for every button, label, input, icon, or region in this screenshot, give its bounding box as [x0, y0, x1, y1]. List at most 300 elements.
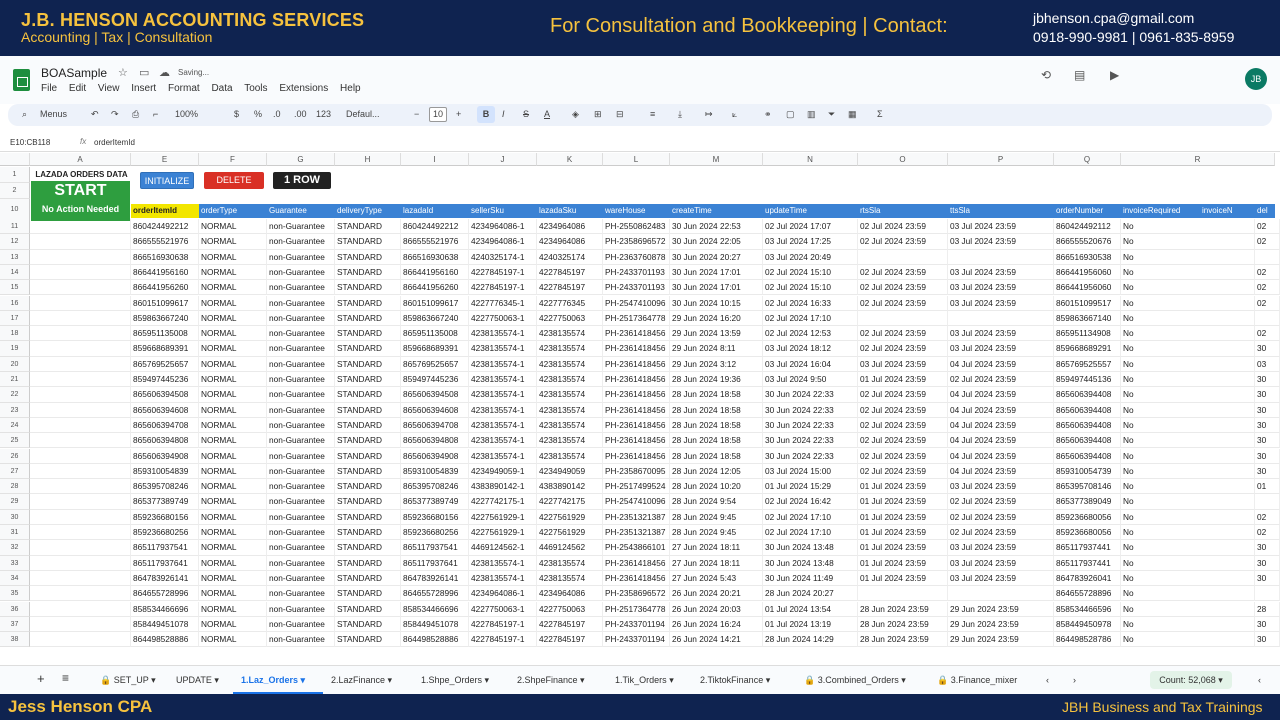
table-cell[interactable]: 03 Jul 2024 20:49: [763, 250, 858, 265]
start-label[interactable]: START: [54, 182, 107, 199]
table-cell[interactable]: non-Guarantee: [267, 357, 335, 372]
table-cell[interactable]: non-Guarantee: [267, 403, 335, 418]
table-cell[interactable]: No: [1121, 586, 1255, 601]
column-header[interactable]: I: [401, 153, 469, 166]
table-cell[interactable]: PH-2547410096: [603, 296, 670, 311]
table-cell[interactable]: 02: [1255, 510, 1280, 525]
column-header-label[interactable]: orderItemId: [133, 206, 178, 215]
table-cell[interactable]: [948, 311, 1054, 326]
table-cell[interactable]: 865117937441: [1054, 540, 1121, 555]
delete-button[interactable]: DELETE: [204, 172, 264, 189]
table-cell[interactable]: STANDARD: [335, 234, 401, 249]
table-cell[interactable]: 858449451078: [401, 617, 469, 632]
decrease-decimal-button[interactable]: .0: [273, 109, 281, 119]
table-cell[interactable]: [30, 326, 131, 341]
table-cell[interactable]: 866441956160: [131, 265, 199, 280]
table-cell[interactable]: 859497445136: [1054, 372, 1121, 387]
table-cell[interactable]: [30, 464, 131, 479]
table-cell[interactable]: No: [1121, 464, 1255, 479]
table-cell[interactable]: No: [1121, 234, 1255, 249]
table-cell[interactable]: 30 Jun 2024 22:05: [670, 234, 763, 249]
table-cell[interactable]: NORMAL: [199, 265, 267, 280]
table-cell[interactable]: STANDARD: [335, 250, 401, 265]
table-cell[interactable]: NORMAL: [199, 403, 267, 418]
table-cell[interactable]: [30, 387, 131, 402]
table-cell[interactable]: 04 Jul 2024 23:59: [948, 357, 1054, 372]
table-cell[interactable]: 01 Jul 2024 15:29: [763, 479, 858, 494]
table-cell[interactable]: 864783926041: [1054, 571, 1121, 586]
table-cell[interactable]: 30 Jun 2024 11:49: [763, 571, 858, 586]
table-cell[interactable]: 28: [1255, 602, 1280, 617]
doc-title[interactable]: BOASample: [41, 66, 108, 80]
table-cell[interactable]: 02 Jul 2024 23:59: [948, 372, 1054, 387]
table-cell[interactable]: 858534466596: [1054, 602, 1121, 617]
table-cell[interactable]: No: [1121, 632, 1255, 647]
table-cell[interactable]: 26 Jun 2024 14:21: [670, 632, 763, 647]
row-header[interactable]: 27: [0, 464, 30, 479]
table-cell[interactable]: [30, 341, 131, 356]
wrap-icon[interactable]: ↦: [705, 109, 713, 119]
table-cell[interactable]: No: [1121, 479, 1255, 494]
table-cell[interactable]: 29 Jun 2024 13:59: [670, 326, 763, 341]
table-cell[interactable]: 02 Jul 2024 23:59: [858, 265, 948, 280]
currency-button[interactable]: $: [234, 109, 240, 119]
table-cell[interactable]: 02: [1255, 525, 1280, 540]
table-cell[interactable]: non-Guarantee: [267, 341, 335, 356]
table-cell[interactable]: 865606394808: [131, 433, 199, 448]
table-cell[interactable]: 866441956160: [401, 265, 469, 280]
table-cell[interactable]: No: [1121, 403, 1255, 418]
table-cell[interactable]: NORMAL: [199, 525, 267, 540]
table-cell[interactable]: [30, 234, 131, 249]
row-header[interactable]: 1: [0, 167, 30, 183]
table-cell[interactable]: NORMAL: [199, 494, 267, 509]
table-cell[interactable]: 30: [1255, 632, 1280, 647]
table-cell[interactable]: PH-2361418456: [603, 571, 670, 586]
table-cell[interactable]: 859668689291: [1054, 341, 1121, 356]
table-cell[interactable]: PH-2361418456: [603, 433, 670, 448]
table-cell[interactable]: NORMAL: [199, 556, 267, 571]
table-cell[interactable]: 27 Jun 2024 18:11: [670, 556, 763, 571]
text-color-button[interactable]: A: [544, 109, 551, 119]
column-header-label[interactable]: invoiceRequired: [1123, 206, 1181, 215]
tab-combined-orders[interactable]: 🔒 3.Combined_Orders ▾: [804, 675, 906, 685]
table-cell[interactable]: [30, 250, 131, 265]
table-cell[interactable]: PH-2358696572: [603, 234, 670, 249]
table-cell[interactable]: 859310054739: [1054, 464, 1121, 479]
table-cell[interactable]: 865769525557: [1054, 357, 1121, 372]
table-cell[interactable]: non-Guarantee: [267, 617, 335, 632]
table-cell[interactable]: 865606394408: [1054, 449, 1121, 464]
history-icon[interactable]: ⟲: [1041, 68, 1052, 82]
table-cell[interactable]: 30 Jun 2024 22:33: [763, 449, 858, 464]
table-cell[interactable]: No: [1121, 311, 1255, 326]
table-cell[interactable]: 4234964086: [537, 219, 603, 234]
table-cell[interactable]: PH-2361418456: [603, 357, 670, 372]
side-panel-icon[interactable]: ‹: [1258, 675, 1261, 685]
table-cell[interactable]: 01 Jul 2024 13:54: [763, 602, 858, 617]
table-cell[interactable]: 865951134908: [1054, 326, 1121, 341]
table-cell[interactable]: 02 Jul 2024 23:59: [858, 449, 948, 464]
table-cell[interactable]: 859668689391: [401, 341, 469, 356]
table-cell[interactable]: 03 Jul 2024 23:59: [948, 556, 1054, 571]
table-cell[interactable]: PH-2547410096: [603, 494, 670, 509]
table-cell[interactable]: 28 Jun 2024 9:45: [670, 510, 763, 525]
table-cell[interactable]: 860424492112: [1054, 219, 1121, 234]
borders-icon[interactable]: ⊞: [594, 109, 602, 119]
table-cell[interactable]: No: [1121, 602, 1255, 617]
table-cell[interactable]: NORMAL: [199, 219, 267, 234]
table-cell[interactable]: No: [1121, 418, 1255, 433]
table-cell[interactable]: PH-2351321387: [603, 525, 670, 540]
table-cell[interactable]: non-Guarantee: [267, 234, 335, 249]
table-cell[interactable]: 866441956060: [1054, 265, 1121, 280]
table-cell[interactable]: 04 Jul 2024 23:59: [948, 403, 1054, 418]
table-cell[interactable]: 04 Jul 2024 23:59: [948, 464, 1054, 479]
table-cell[interactable]: 30 Jun 2024 22:33: [763, 433, 858, 448]
row-header[interactable]: 35: [0, 586, 30, 601]
table-cell[interactable]: 4469124562: [537, 540, 603, 555]
table-cell[interactable]: 28 Jun 2024 23:59: [858, 632, 948, 647]
table-cell[interactable]: 29 Jun 2024 23:59: [948, 617, 1054, 632]
all-sheets-icon[interactable]: ≡: [62, 671, 70, 685]
count-badge[interactable]: Count: 52,068 ▾: [1150, 671, 1232, 689]
table-cell[interactable]: 03 Jul 2024 23:59: [948, 280, 1054, 295]
table-cell[interactable]: 02 Jul 2024 23:59: [858, 341, 948, 356]
table-cell[interactable]: 02 Jul 2024 16:42: [763, 494, 858, 509]
table-cell[interactable]: non-Guarantee: [267, 510, 335, 525]
table-cell[interactable]: non-Guarantee: [267, 433, 335, 448]
table-cell[interactable]: 859236680056: [1054, 510, 1121, 525]
table-cell[interactable]: 03 Jul 2024 16:04: [763, 357, 858, 372]
table-cell[interactable]: 859863667140: [1054, 311, 1121, 326]
table-cell[interactable]: 860151099517: [1054, 296, 1121, 311]
table-cell[interactable]: 30: [1255, 403, 1280, 418]
table-cell[interactable]: STANDARD: [335, 341, 401, 356]
table-cell[interactable]: [30, 540, 131, 555]
table-cell[interactable]: 865117937541: [131, 540, 199, 555]
table-cell[interactable]: 28 Jun 2024 10:20: [670, 479, 763, 494]
table-cell[interactable]: 28 Jun 2024 23:59: [858, 602, 948, 617]
add-one-row-button[interactable]: 1 ROW: [273, 172, 331, 189]
table-cell[interactable]: 4238135574: [537, 418, 603, 433]
table-cell[interactable]: non-Guarantee: [267, 464, 335, 479]
table-cell[interactable]: 04 Jul 2024 23:59: [948, 418, 1054, 433]
table-cell[interactable]: [30, 494, 131, 509]
table-cell[interactable]: 4227561929: [537, 510, 603, 525]
table-cell[interactable]: 4238135574-1: [469, 326, 537, 341]
table-cell[interactable]: 02 Jul 2024 23:59: [948, 510, 1054, 525]
table-cell[interactable]: 30: [1255, 341, 1280, 356]
table-cell[interactable]: 4238135574: [537, 403, 603, 418]
table-cell[interactable]: PH-2433701193: [603, 265, 670, 280]
table-cell[interactable]: [30, 296, 131, 311]
table-cell[interactable]: 865395708146: [1054, 479, 1121, 494]
print-icon[interactable]: ⎙: [132, 109, 140, 119]
tab-tik-orders[interactable]: 1.Tik_Orders ▾: [615, 675, 674, 685]
menu-edit[interactable]: Edit: [68, 83, 87, 94]
table-cell[interactable]: 26 Jun 2024 20:21: [670, 586, 763, 601]
column-header[interactable]: K: [537, 153, 603, 166]
column-header-label[interactable]: orderNumber: [1056, 206, 1104, 215]
menu-file[interactable]: File: [41, 83, 58, 94]
table-cell[interactable]: 4227776345: [537, 296, 603, 311]
table-cell[interactable]: 858449450978: [1054, 617, 1121, 632]
font-size-plus-icon[interactable]: +: [456, 109, 462, 119]
table-cell[interactable]: 02 Jul 2024 12:53: [763, 326, 858, 341]
table-cell[interactable]: STANDARD: [335, 326, 401, 341]
table-cell[interactable]: 02 Jul 2024 23:59: [858, 280, 948, 295]
table-cell[interactable]: 02 Jul 2024 16:33: [763, 296, 858, 311]
table-cell[interactable]: 01 Jul 2024 23:59: [858, 510, 948, 525]
table-cell[interactable]: non-Guarantee: [267, 265, 335, 280]
table-cell[interactable]: STANDARD: [335, 571, 401, 586]
table-cell[interactable]: 30: [1255, 540, 1280, 555]
table-cell[interactable]: non-Guarantee: [267, 571, 335, 586]
table-cell[interactable]: NORMAL: [199, 372, 267, 387]
row-header[interactable]: 17: [0, 311, 30, 326]
table-cell[interactable]: 28 Jun 2024 14:29: [763, 632, 858, 647]
table-cell[interactable]: 4227561929: [537, 525, 603, 540]
table-cell[interactable]: No: [1121, 617, 1255, 632]
table-cell[interactable]: PH-2517364778: [603, 602, 670, 617]
table-cell[interactable]: non-Guarantee: [267, 418, 335, 433]
table-cell[interactable]: No: [1121, 510, 1255, 525]
table-cell[interactable]: NORMAL: [199, 357, 267, 372]
paint-format-icon[interactable]: ⌐: [153, 109, 159, 119]
table-cell[interactable]: PH-2361418456: [603, 387, 670, 402]
row-header[interactable]: 37: [0, 617, 30, 632]
table-cell[interactable]: 4238135574-1: [469, 556, 537, 571]
table-cell[interactable]: 859668689391: [131, 341, 199, 356]
table-cell[interactable]: 4238135574-1: [469, 418, 537, 433]
table-cell[interactable]: 4227845197: [537, 265, 603, 280]
table-cell[interactable]: PH-2351321387: [603, 510, 670, 525]
table-cell[interactable]: 27 Jun 2024 5:43: [670, 571, 763, 586]
table-cell[interactable]: 4227742175-1: [469, 494, 537, 509]
number-format-button[interactable]: 123: [316, 109, 332, 119]
table-cell[interactable]: 859310054839: [401, 464, 469, 479]
table-cell[interactable]: 30 Jun 2024 10:15: [670, 296, 763, 311]
table-cell[interactable]: 04 Jul 2024 23:59: [948, 387, 1054, 402]
table-cell[interactable]: 865606394808: [401, 433, 469, 448]
table-cell[interactable]: 02 Jul 2024 23:59: [948, 494, 1054, 509]
table-cell[interactable]: 30: [1255, 387, 1280, 402]
table-cell[interactable]: PH-2361418456: [603, 341, 670, 356]
table-cell[interactable]: PH-2550862483: [603, 219, 670, 234]
table-cell[interactable]: [30, 479, 131, 494]
column-header-label[interactable]: invoiceN: [1202, 206, 1233, 215]
table-cell[interactable]: 4234964086: [537, 234, 603, 249]
table-cell[interactable]: 4383890142-1: [469, 479, 537, 494]
column-header-label[interactable]: wareHouse: [605, 206, 646, 215]
table-cell[interactable]: 865377389749: [401, 494, 469, 509]
table-cell[interactable]: non-Guarantee: [267, 219, 335, 234]
table-cell[interactable]: NORMAL: [199, 296, 267, 311]
table-cell[interactable]: 859497445236: [401, 372, 469, 387]
table-cell[interactable]: 864498528786: [1054, 632, 1121, 647]
table-cell[interactable]: 28 Jun 2024 20:27: [763, 586, 858, 601]
table-cell[interactable]: 01: [1255, 479, 1280, 494]
table-cell[interactable]: STANDARD: [335, 556, 401, 571]
table-cell[interactable]: 4227750063-1: [469, 311, 537, 326]
table-cell[interactable]: 865395708246: [131, 479, 199, 494]
formula-input[interactable]: orderItemId: [94, 138, 135, 147]
table-cell[interactable]: 4227750063: [537, 311, 603, 326]
table-cell[interactable]: 864498528886: [401, 632, 469, 647]
table-cell[interactable]: 4234964086: [537, 586, 603, 601]
table-cell[interactable]: PH-2361418456: [603, 403, 670, 418]
table-cell[interactable]: 28 Jun 2024 18:58: [670, 418, 763, 433]
table-cell[interactable]: [30, 571, 131, 586]
column-header[interactable]: H: [335, 153, 401, 166]
table-cell[interactable]: 864655728896: [1054, 586, 1121, 601]
table-cell[interactable]: 02: [1255, 234, 1280, 249]
table-cell[interactable]: 865117937641: [401, 556, 469, 571]
column-header[interactable]: J: [469, 153, 537, 166]
table-cell[interactable]: 865606394708: [401, 418, 469, 433]
table-cell[interactable]: 865606394508: [401, 387, 469, 402]
table-cell[interactable]: 4234949059-1: [469, 464, 537, 479]
table-cell[interactable]: 02: [1255, 265, 1280, 280]
table-cell[interactable]: PH-2361418456: [603, 372, 670, 387]
filter-icon[interactable]: ⏷: [828, 109, 836, 119]
table-cell[interactable]: 860424492212: [131, 219, 199, 234]
rotate-icon[interactable]: ⟀: [732, 109, 738, 119]
table-cell[interactable]: [1255, 311, 1280, 326]
table-cell[interactable]: 03 Jul 2024 23:59: [948, 341, 1054, 356]
star-icon[interactable]: ☆: [118, 67, 128, 79]
table-cell[interactable]: 866516930638: [131, 250, 199, 265]
table-cell[interactable]: non-Guarantee: [267, 280, 335, 295]
table-cell[interactable]: [30, 586, 131, 601]
table-cell[interactable]: 03 Jul 2024 23:59: [948, 234, 1054, 249]
table-cell[interactable]: No: [1121, 357, 1255, 372]
table-cell[interactable]: [30, 311, 131, 326]
chart-icon[interactable]: ▥: [807, 109, 816, 119]
merge-icon[interactable]: ⊟: [616, 109, 624, 119]
fill-color-icon[interactable]: ◈: [572, 109, 579, 119]
table-cell[interactable]: 866555520676: [1054, 234, 1121, 249]
table-cell[interactable]: STANDARD: [335, 372, 401, 387]
table-cell[interactable]: non-Guarantee: [267, 540, 335, 555]
row-header[interactable]: 15: [0, 280, 30, 295]
spreadsheet-grid[interactable]: [0, 153, 1280, 653]
table-cell[interactable]: [1255, 586, 1280, 601]
scroll-right-icon[interactable]: ›: [1073, 675, 1076, 685]
table-cell[interactable]: 30 Jun 2024 22:33: [763, 418, 858, 433]
redo-icon[interactable]: ↷: [111, 109, 119, 119]
table-cell[interactable]: 26 Jun 2024 20:03: [670, 602, 763, 617]
column-header[interactable]: Q: [1054, 153, 1121, 166]
table-cell[interactable]: [30, 602, 131, 617]
table-cell[interactable]: STANDARD: [335, 219, 401, 234]
table-cell[interactable]: PH-2361418456: [603, 326, 670, 341]
table-cell[interactable]: NORMAL: [199, 602, 267, 617]
table-cell[interactable]: 28 Jun 2024 19:36: [670, 372, 763, 387]
column-header-label[interactable]: updateTime: [765, 206, 807, 215]
table-cell[interactable]: 4234964086-1: [469, 586, 537, 601]
table-cell[interactable]: 859236680156: [401, 510, 469, 525]
meet-icon[interactable]: ▶: [1110, 68, 1120, 82]
table-cell[interactable]: 866441956260: [401, 280, 469, 295]
column-header-label[interactable]: sellerSku: [471, 206, 504, 215]
table-cell[interactable]: STANDARD: [335, 540, 401, 555]
table-cell[interactable]: non-Guarantee: [267, 311, 335, 326]
table-cell[interactable]: PH-2361418456: [603, 449, 670, 464]
valign-icon[interactable]: ⤓: [678, 109, 682, 119]
table-cell[interactable]: NORMAL: [199, 617, 267, 632]
table-cell[interactable]: 28 Jun 2024 9:45: [670, 525, 763, 540]
table-cell[interactable]: 865117937541: [401, 540, 469, 555]
table-cell[interactable]: 4238135574: [537, 449, 603, 464]
table-cell[interactable]: 02 Jul 2024 15:10: [763, 265, 858, 280]
table-cell[interactable]: STANDARD: [335, 510, 401, 525]
add-sheet-icon[interactable]: +: [37, 671, 45, 686]
table-cell[interactable]: 02 Jul 2024 23:59: [858, 234, 948, 249]
table-cell[interactable]: 859236680156: [131, 510, 199, 525]
table-cell[interactable]: STANDARD: [335, 418, 401, 433]
table-cell[interactable]: 858449451078: [131, 617, 199, 632]
functions-icon[interactable]: Σ: [877, 109, 883, 119]
table-cell[interactable]: 28 Jun 2024 18:58: [670, 403, 763, 418]
table-cell[interactable]: STANDARD: [335, 586, 401, 601]
table-cell[interactable]: 01 Jul 2024 23:59: [858, 571, 948, 586]
table-cell[interactable]: No: [1121, 219, 1255, 234]
table-cell[interactable]: 03 Jul 2024 18:12: [763, 341, 858, 356]
table-cell[interactable]: NORMAL: [199, 510, 267, 525]
table-cell[interactable]: 866555521976: [401, 234, 469, 249]
table-cell[interactable]: 859236680056: [1054, 525, 1121, 540]
row-header[interactable]: 24: [0, 418, 30, 433]
table-cell[interactable]: [30, 219, 131, 234]
tab-finance-mixer[interactable]: 🔒 3.Finance_mixer: [937, 675, 1018, 685]
table-cell[interactable]: 28 Jun 2024 18:58: [670, 433, 763, 448]
table-cell[interactable]: NORMAL: [199, 418, 267, 433]
table-cell[interactable]: STANDARD: [335, 494, 401, 509]
row-header[interactable]: 23: [0, 403, 30, 418]
table-cell[interactable]: 865606394508: [131, 387, 199, 402]
table-cell[interactable]: 02 Jul 2024 17:07: [763, 219, 858, 234]
table-cell[interactable]: 30: [1255, 449, 1280, 464]
table-cell[interactable]: 865377389749: [131, 494, 199, 509]
table-cell[interactable]: 01 Jul 2024 23:59: [858, 525, 948, 540]
table-cell[interactable]: 30: [1255, 372, 1280, 387]
table-cell[interactable]: No: [1121, 387, 1255, 402]
table-cell[interactable]: non-Guarantee: [267, 586, 335, 601]
table-cell[interactable]: 30 Jun 2024 22:33: [763, 403, 858, 418]
table-cell[interactable]: non-Guarantee: [267, 525, 335, 540]
table-cell[interactable]: No: [1121, 494, 1255, 509]
table-cell[interactable]: [858, 311, 948, 326]
tab-tiktok-finance[interactable]: 2.TiktokFinance ▾: [700, 675, 771, 685]
table-cell[interactable]: No: [1121, 280, 1255, 295]
align-icon[interactable]: ≡: [650, 109, 656, 119]
table-cell[interactable]: 860151099617: [401, 296, 469, 311]
table-cell[interactable]: 02 Jul 2024 15:10: [763, 280, 858, 295]
move-folder-icon[interactable]: ▭: [139, 67, 150, 79]
table-cell[interactable]: 866516930538: [1054, 250, 1121, 265]
table-cell[interactable]: 03: [1255, 357, 1280, 372]
table-cell[interactable]: 30 Jun 2024 13:48: [763, 556, 858, 571]
table-cell[interactable]: [30, 280, 131, 295]
table-cell[interactable]: 02 Jul 2024 23:59: [858, 326, 948, 341]
column-header[interactable]: M: [670, 153, 763, 166]
table-cell[interactable]: 30: [1255, 617, 1280, 632]
table-cell[interactable]: 4227845197-1: [469, 280, 537, 295]
table-cell[interactable]: 4234964086-1: [469, 234, 537, 249]
table-cell[interactable]: No: [1121, 250, 1255, 265]
